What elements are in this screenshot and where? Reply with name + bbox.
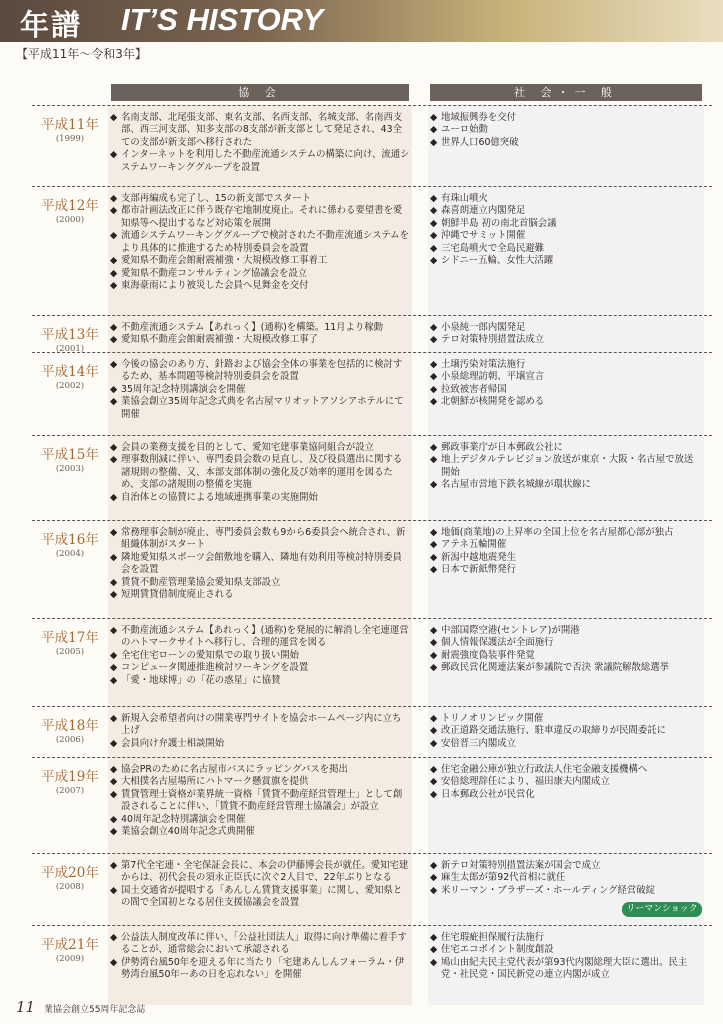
year-era: 平成13年	[41, 327, 99, 343]
association-event	[110, 454, 410, 491]
bullet-diamond-icon: ◆	[430, 396, 438, 408]
year-era: 平成20年	[41, 865, 99, 881]
society-event-text: ユーロ始動	[441, 124, 488, 136]
bullet-diamond-icon: ◆	[110, 649, 118, 661]
association-event-text: 国土交通省が提唱する「あんしん賃貸支援事業」に関し、愛知県との間で全国初となる居住支援協議会を設置	[121, 884, 403, 909]
year-era: 平成16年	[41, 532, 99, 548]
bullet-diamond-icon: ◆	[430, 479, 438, 491]
association-event	[110, 268, 410, 280]
association-event-text: 新規入会希望者向けの開業専門サイトを協会ホームページ内に立ち上げ	[121, 713, 402, 737]
year-gregorian: (2006)	[55, 735, 85, 745]
year-separator	[32, 186, 712, 187]
bullet-diamond-icon: ◆	[110, 813, 118, 825]
society-event-text: 名古屋市営地下鉄名城線が環状線に	[441, 479, 592, 491]
society-event	[430, 564, 702, 576]
bullet-diamond-icon: ◆	[430, 136, 438, 148]
association-event-text: 不動産流通システム【あれっく】(通称)を発展的に解消し全宅連運営のハトマークサイトへ移行し、合理的運営を図る	[121, 625, 409, 649]
year-era: 平成21年	[41, 937, 99, 953]
society-event	[430, 255, 702, 267]
association-event-text: 短期賃貸借制度廃止される	[121, 589, 234, 601]
year-gregorian: (2009)	[55, 954, 85, 964]
bullet-diamond-icon: ◆	[110, 860, 118, 871]
bullet-diamond-icon: ◆	[430, 217, 438, 229]
bullet-diamond-icon: ◆	[110, 589, 118, 601]
bullet-diamond-icon: ◆	[110, 454, 118, 466]
year-era: 平成11年	[41, 117, 99, 133]
year-separator	[32, 618, 712, 619]
society-event	[430, 860, 702, 872]
bullet-diamond-icon: ◆	[110, 932, 118, 943]
association-event	[110, 932, 410, 957]
bullet-diamond-icon: ◆	[110, 551, 118, 563]
association-event	[110, 359, 410, 384]
association-event	[110, 625, 410, 650]
footer-text: 業協会創立55周年記念誌	[43, 1005, 146, 1015]
society-event	[430, 454, 702, 479]
association-event	[110, 713, 410, 738]
society-event	[430, 230, 702, 242]
association-event	[110, 764, 410, 776]
association-event-text: 支部再編成も完了し、15の新支部でスタート	[121, 193, 312, 204]
bullet-diamond-icon: ◆	[110, 322, 118, 333]
year-label	[32, 714, 108, 745]
bullet-diamond-icon: ◆	[430, 932, 438, 943]
association-event-text: 会員の業務支援を目的として、愛知宅建事業協同組合が設立	[121, 442, 374, 453]
society-event	[430, 359, 702, 371]
subtitle: 【平成11年〜令和3年】	[16, 47, 147, 61]
bullet-diamond-icon: ◆	[110, 527, 118, 538]
bullet-diamond-icon: ◆	[110, 255, 118, 267]
society-event-text: 北朝鮮が核開発を認める	[441, 396, 545, 408]
bullet-diamond-icon: ◆	[430, 860, 438, 871]
page-footer	[16, 998, 145, 1016]
bullet-diamond-icon: ◆	[430, 872, 438, 884]
association-event	[110, 957, 410, 982]
society-event-text: 地上デジタルテレビジョン放送が東京・大阪・名古屋で放送開始	[441, 454, 694, 478]
society-event-text: テロ対策特別措置法成立	[441, 334, 545, 346]
title-en: IT’S HISTORY	[121, 2, 324, 37]
society-event	[430, 932, 702, 944]
association-event	[110, 230, 410, 255]
year-gregorian: (1999)	[55, 134, 85, 144]
association-events	[110, 764, 410, 839]
society-events	[430, 193, 702, 268]
association-event-text: 都市計画法改正に伴う既存宅地制度廃止。それに係わる要望書を愛知県等へ提出するなど対応策を展開	[121, 205, 403, 229]
year-separator	[32, 520, 712, 521]
society-event-text: 住宅エコポイント制度創設	[441, 944, 554, 956]
association-event	[110, 492, 410, 504]
year-separator	[32, 352, 712, 353]
society-event-text: 米リーマン・ブラザーズ・ホールディング経営破綻	[441, 884, 656, 896]
bullet-diamond-icon: ◆	[110, 149, 118, 161]
association-event	[110, 814, 410, 826]
title-jp: 年譜	[20, 8, 83, 42]
association-events	[110, 713, 410, 750]
association-event	[110, 885, 410, 910]
society-event	[430, 725, 702, 737]
bullet-diamond-icon: ◆	[110, 625, 118, 636]
association-event-text: 大相撲名古屋場所にハトマーク懸賞旗を提供	[121, 776, 309, 788]
society-event	[430, 789, 702, 801]
society-event-text: 土壌汚染対策法施行	[441, 359, 526, 370]
header-association: 協 会	[111, 84, 409, 101]
bullet-diamond-icon: ◆	[110, 776, 118, 788]
bullet-diamond-icon: ◆	[430, 551, 438, 563]
bullet-diamond-icon: ◆	[430, 205, 438, 217]
bullet-diamond-icon: ◆	[110, 205, 118, 217]
title-bar	[0, 0, 723, 42]
association-event	[110, 738, 410, 750]
association-event-text: 40周年記念特別講演会を開催	[121, 813, 246, 825]
year-era: 平成17年	[41, 630, 99, 646]
society-event	[430, 205, 702, 217]
society-event	[430, 539, 702, 551]
bullet-diamond-icon: ◆	[430, 737, 438, 749]
lehman-shock-badge: リーマンショック	[622, 902, 702, 917]
association-event	[110, 577, 410, 589]
society-event-text: 耐震強度偽装事件発覚	[441, 649, 535, 661]
association-event-text: 名南支部、北尾張支部、東名支部、名西支部、名城支部、名南西支部、西三河支部、知多支部の8支部が新支部として発足され、43全ての支部が新支部へ移行された	[121, 112, 403, 148]
bullet-diamond-icon: ◆	[430, 944, 438, 956]
bullet-diamond-icon: ◆	[110, 359, 118, 370]
year-gregorian: (2007)	[55, 786, 85, 796]
bullet-diamond-icon: ◆	[430, 359, 438, 370]
society-event	[430, 885, 702, 897]
society-event-text: 朝鮮半島 初の南北首脳会議	[441, 217, 557, 229]
association-event-text: 公益法人制度改革に伴い、「公益社団法人」取得に向け準備に着手することが、通常総会において承認される	[121, 932, 407, 956]
association-events	[110, 112, 410, 174]
association-event	[110, 280, 410, 292]
year-gregorian: (2001)	[55, 344, 85, 354]
bullet-diamond-icon: ◆	[110, 491, 118, 503]
bullet-diamond-icon: ◆	[110, 383, 118, 395]
society-event-text: 安倍晋三内閣成立	[441, 737, 517, 749]
association-event-text: 全宅住宅ローンの愛知県での取り扱い開始	[121, 649, 299, 661]
society-event-text: 改正道路交通法施行、駐車違反の取締りが民間委託に	[441, 725, 667, 737]
society-event-text: 郵政民営化関連法案が参議院で否決 衆議院解散総選挙	[441, 662, 669, 674]
page-number: 11	[16, 998, 36, 1016]
bullet-diamond-icon: ◆	[110, 396, 118, 408]
society-event	[430, 738, 702, 750]
bullet-diamond-icon: ◆	[430, 454, 438, 466]
society-event-text: 日本郵政公社が民営化	[441, 788, 535, 800]
society-event	[430, 479, 702, 491]
year-label	[32, 861, 108, 892]
association-event	[110, 322, 410, 334]
bullet-diamond-icon: ◆	[430, 193, 438, 204]
society-event-text: 郵政事業庁が日本郵政公社に	[441, 442, 563, 453]
association-event-text: 「愛・地球博」の「花の惑星」に協賛	[121, 674, 281, 686]
association-event-text: インターネットを利用した不動産流通システムの構築に向け、流通システムワーキンググループを設置	[121, 149, 410, 173]
bullet-diamond-icon: ◆	[430, 527, 438, 538]
association-events	[110, 625, 410, 687]
society-event	[430, 384, 702, 396]
bullet-diamond-icon: ◆	[110, 230, 118, 242]
association-event	[110, 255, 410, 267]
association-event	[110, 112, 410, 149]
bullet-diamond-icon: ◆	[110, 576, 118, 588]
society-event-text: 安倍総理辞任により、福田康夫内閣成立	[441, 776, 610, 788]
association-events	[110, 932, 410, 982]
society-event	[430, 872, 702, 884]
bullet-diamond-icon: ◆	[430, 383, 438, 395]
society-event	[430, 662, 702, 674]
association-event-text: 愛知県不動産会館耐震補強・大規模改修工事着工	[121, 255, 328, 267]
bullet-diamond-icon: ◆	[110, 713, 118, 724]
year-separator	[32, 853, 712, 854]
year-label	[32, 360, 108, 391]
society-events	[430, 713, 702, 750]
society-event	[430, 322, 702, 334]
society-event-text: 新テロ対策特別措置法案が国会で成立	[441, 860, 601, 871]
bullet-diamond-icon: ◆	[430, 713, 438, 724]
bullet-diamond-icon: ◆	[430, 322, 438, 333]
society-event	[430, 193, 702, 205]
association-event-text: 第7代全宅連・全宅保証会長に、本会の伊藤博会長が就任。愛知宅建からは、初代会長の須永正臣氏に次ぐ2人目で、22年ぶりとなる	[121, 860, 409, 884]
bullet-diamond-icon: ◆	[430, 764, 438, 775]
society-event-text: 新潟中越地震発生	[441, 551, 517, 563]
society-event-text: シドニー五輪、女性大活躍	[441, 255, 554, 267]
association-event	[110, 589, 410, 601]
year-era: 平成12年	[41, 198, 99, 214]
bullet-diamond-icon: ◆	[110, 267, 118, 279]
bullet-diamond-icon: ◆	[430, 442, 438, 453]
society-event-text: 住宅瑕疵担保履行法施行	[441, 932, 545, 943]
association-events	[110, 442, 410, 504]
society-event-text: 森喜朗連立内閣発足	[441, 205, 526, 217]
association-event-text: 不動産流通システム【あれっく】(通称)を構築。11月より稼動	[121, 322, 384, 333]
bullet-diamond-icon: ◆	[430, 242, 438, 254]
society-event-text: 世界人口60億突破	[441, 136, 519, 148]
year-gregorian: (2008)	[55, 882, 85, 892]
society-event-text: 住宅金融公庫が独立行政法人住宅金融支援機構へ	[441, 764, 648, 775]
bullet-diamond-icon: ◆	[110, 193, 118, 204]
association-event	[110, 662, 410, 674]
year-gregorian: (2005)	[55, 647, 85, 657]
society-event-text: 小泉総理訪朝、平壌宣言	[441, 371, 545, 383]
association-event	[110, 396, 410, 421]
bullet-diamond-icon: ◆	[110, 826, 118, 838]
bullet-diamond-icon: ◆	[430, 788, 438, 800]
association-event-text: 隣地愛知県スポーツ会館敷地を購入、隣地有効利用等検討特別委員会を設置	[121, 551, 402, 576]
bullet-diamond-icon: ◆	[430, 884, 438, 896]
year-label	[32, 443, 108, 474]
association-event	[110, 650, 410, 662]
society-event	[430, 944, 702, 956]
association-events	[110, 860, 410, 910]
association-event-text: 今後の協会のあり方、針路および協会全体の事業を包括的に検討するため、基本問題等検討特別委員会を設置	[121, 359, 403, 383]
society-event	[430, 764, 702, 776]
society-event-text: トリノオリンピック開催	[441, 713, 544, 724]
year-label	[32, 765, 108, 796]
bullet-diamond-icon: ◆	[430, 649, 438, 661]
association-event	[110, 442, 410, 454]
year-era: 平成14年	[41, 364, 99, 380]
association-event-text: 流通システムワーキンググループで検討された不動産流通システムをより具体的に推進するため特別委員会を設置	[121, 230, 409, 254]
society-event	[430, 371, 702, 383]
year-separator	[32, 757, 712, 758]
association-event-text: 賃貸不動産管理業協会愛知県支部設立	[121, 576, 281, 588]
association-event	[110, 552, 410, 577]
association-event	[110, 789, 410, 814]
bullet-diamond-icon: ◆	[430, 956, 438, 968]
bullet-diamond-icon: ◆	[110, 334, 118, 346]
year-era: 平成18年	[41, 718, 99, 734]
year-label	[32, 528, 108, 559]
year-era: 平成19年	[41, 769, 99, 785]
year-label	[32, 323, 108, 354]
society-event	[430, 957, 702, 982]
society-event-text: 有珠山噴火	[441, 193, 488, 204]
society-event-text: アテネ五輪開催	[441, 539, 507, 551]
bullet-diamond-icon: ◆	[110, 788, 118, 800]
association-event-text: 伊勢湾台風50年を迎える年に当たり「宅建あんしんフォーラム・伊勢湾台風50年ーあの日を忘れない」を開催	[121, 956, 405, 981]
society-event-text: 地域振興券を交付	[441, 112, 517, 123]
society-events	[430, 932, 702, 982]
society-event	[430, 650, 702, 662]
year-gregorian: (2004)	[55, 549, 85, 559]
association-event-text: 会員向け弁護士相談開始	[121, 737, 225, 749]
bullet-diamond-icon: ◆	[110, 956, 118, 968]
association-event-text: 賃貸管理士資格が業界統一資格「賃貸不動産経営管理士」として創設されることに伴い、「賃貸不動産経営管理士協議会」が設立	[121, 788, 403, 813]
society-events	[430, 359, 702, 409]
association-event	[110, 334, 410, 346]
bullet-diamond-icon: ◆	[110, 662, 118, 674]
society-event	[430, 442, 702, 454]
society-event-text: 拉致被害者帰国	[441, 383, 507, 395]
association-event	[110, 860, 410, 885]
association-event-text: 愛知県不動産コンサルティング協議会を設立	[121, 267, 308, 279]
association-event-text: 35周年記念特別講演会を開催	[121, 383, 246, 395]
header-society: 社 会・一 般	[430, 84, 702, 101]
society-events	[430, 625, 702, 675]
association-event-text: 業協会創立35周年記念式典を名古屋マリオットアソシアホテルにて開催	[121, 396, 404, 420]
bullet-diamond-icon: ◆	[110, 280, 118, 292]
association-event-text: 協会PRのために名古屋市バスにラッピングバスを掲出	[121, 764, 348, 775]
association-event-text: 東海豪雨により被災した会員へ見舞金を交付	[121, 280, 309, 292]
bullet-diamond-icon: ◆	[430, 255, 438, 267]
society-event-text: 麻生太郎が第92代首相に就任	[441, 872, 566, 884]
year-separator	[32, 435, 712, 436]
association-event-text: 業協会創立40周年記念式典開催	[121, 826, 255, 838]
year-label	[32, 626, 108, 657]
society-event-text: 鳩山由紀夫民主党代表が第93代内閣総理大臣に選出。民主党・社民党・国民新党の連立内閣が成立	[441, 956, 688, 981]
society-events	[430, 442, 702, 492]
bullet-diamond-icon: ◆	[430, 371, 438, 383]
society-event-text: 個人情報保護法が全面施行	[441, 637, 554, 649]
society-event	[430, 527, 702, 539]
society-event	[430, 243, 702, 255]
bullet-diamond-icon: ◆	[430, 230, 438, 242]
association-event	[110, 527, 410, 552]
bullet-diamond-icon: ◆	[110, 112, 118, 123]
bullet-diamond-icon: ◆	[430, 662, 438, 674]
association-event-text: コンピュータ関連推進検討ワーキングを設置	[121, 662, 309, 674]
society-event	[430, 776, 702, 788]
year-gregorian: (2003)	[55, 464, 85, 474]
bullet-diamond-icon: ◆	[430, 725, 438, 737]
society-event	[430, 218, 702, 230]
association-events	[110, 527, 410, 602]
society-events	[430, 860, 702, 897]
bullet-diamond-icon: ◆	[430, 539, 438, 551]
society-event	[430, 713, 702, 725]
society-event-text: 地価(商業地)の上昇率の全国上位を名古屋都心部が独占	[441, 527, 674, 538]
association-event-text: 理事数削減に伴い、専門委員会数の見直し、及び役員選出に関する諸規則の整備、又、本部支部体制の強化及び効率的運用を図るため、支部の諸規則の整備を実施	[121, 454, 403, 491]
association-events	[110, 322, 410, 347]
year-era: 平成15年	[41, 447, 99, 463]
association-event-text: 常務理事会制が廃止、専門委員会数も9から6委員会へ統合され、新組織体制がスタート	[121, 527, 406, 551]
year-gregorian: (2002)	[55, 381, 85, 391]
association-events	[110, 193, 410, 293]
society-event-text: 小泉純一郎内閣発足	[441, 322, 526, 333]
year-gregorian: (2000)	[55, 215, 85, 225]
year-label	[32, 933, 108, 964]
association-event	[110, 193, 410, 205]
year-separator	[32, 925, 712, 926]
year-label	[32, 113, 108, 144]
bullet-diamond-icon: ◆	[110, 674, 118, 686]
bullet-diamond-icon: ◆	[110, 764, 118, 775]
bullet-diamond-icon: ◆	[430, 112, 438, 123]
society-events	[430, 764, 702, 801]
society-event-text: 中部国際空港(セントレア)が開港	[441, 625, 580, 636]
society-events	[430, 322, 702, 347]
bullet-diamond-icon: ◆	[430, 124, 438, 136]
bullet-diamond-icon: ◆	[430, 564, 438, 576]
society-event-text: 日本で新紙幣発行	[441, 564, 517, 576]
year-separator	[32, 105, 712, 106]
association-event-text: 自治体との協賛による地域連携事業の実施開始	[121, 491, 318, 503]
bullet-diamond-icon: ◆	[430, 776, 438, 788]
bullet-diamond-icon: ◆	[110, 737, 118, 749]
association-event	[110, 826, 410, 838]
society-event	[430, 124, 702, 136]
bullet-diamond-icon: ◆	[430, 334, 438, 346]
society-event	[430, 396, 702, 408]
bullet-diamond-icon: ◆	[110, 442, 118, 453]
association-event	[110, 384, 410, 396]
society-event	[430, 552, 702, 564]
society-events	[430, 112, 702, 149]
society-event	[430, 637, 702, 649]
society-events	[430, 527, 702, 577]
association-event	[110, 205, 410, 230]
association-event	[110, 149, 410, 174]
society-event	[430, 334, 702, 346]
association-event	[110, 776, 410, 788]
association-event-text: 愛知県不動産会館耐震補強・大規模改修工事了	[121, 334, 318, 346]
society-event	[430, 625, 702, 637]
society-event-text: 沖縄でサミット開催	[441, 230, 526, 242]
association-event	[110, 675, 410, 687]
year-label	[32, 194, 108, 225]
society-event-text: 三宅島噴火で全島民避難	[441, 242, 545, 254]
association-events	[110, 359, 410, 421]
society-event	[430, 137, 702, 149]
bullet-diamond-icon: ◆	[430, 637, 438, 649]
year-separator	[32, 706, 712, 707]
bullet-diamond-icon: ◆	[430, 625, 438, 636]
society-event	[430, 112, 702, 124]
year-separator	[32, 315, 712, 316]
bullet-diamond-icon: ◆	[110, 884, 118, 896]
